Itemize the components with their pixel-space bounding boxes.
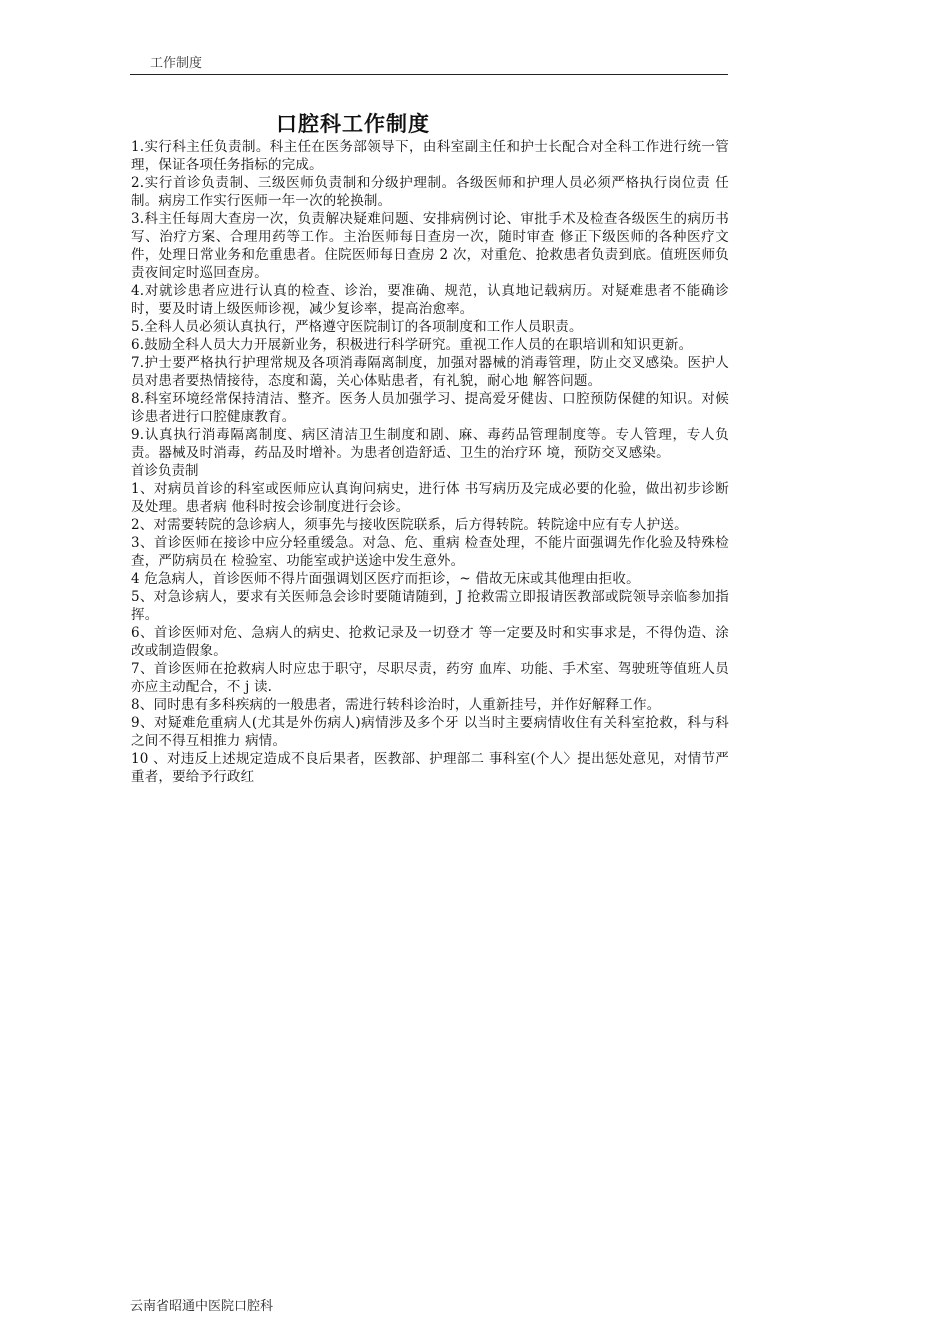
rule-paragraph: 7.护士要严格执行护理常规及各项消毒隔离制度，加强对器械的消毒管理，防止交叉感染。医护人员对患者要热情接待，态度和蔼，关心体贴患者，有礼貌，耐心地 解答问题。 xyxy=(131,355,729,389)
document-body xyxy=(131,138,729,786)
section-item: 1、对病员首诊的科室或医师应认真询问病史，进行体 书写病历及完成必要的化验，做出初步诊断及处理。患者病 他科时按会诊制度进行会诊。 xyxy=(131,481,729,515)
document-title xyxy=(130,110,728,138)
rule-paragraph: 3.科主任每周大查房一次，负责解决疑难问题、安排病例讨论、审批手术及检查各级医生的病历书写、治疗方案、合理用药等工作。主治医师每日查房一次，随时审查 修正下级医师的各种医疗文件，处理日常业务和危重患者。住院医师每日查房 2 次，对重危、抢救患者负责到底。值班医师负责夜间定时巡回查房。 xyxy=(131,211,729,281)
rule-paragraph: 5.全科人员必须认真执行，严格遵守医院制订的各项制度和工作人员职责。 xyxy=(131,319,583,335)
rule-paragraph: 8.科室环境经常保持清洁、整齐。医务人员加强学习、提高爱牙健齿、口腔预防保健的知识。对候诊患者进行口腔健康教育。 xyxy=(131,391,729,425)
section-item: 10 、对违反上述规定造成不良后果者，医教部、护理部二 事科室(个人〉提出惩处意见，对情节严重者，要给予行政红 xyxy=(131,751,729,785)
section-item: 7、首诊医师在抢救病人时应忠于职守，尽职尽责，药穷 血库、功能、手术室、驾驶班等值班人员亦应主动配合，不 j 读. xyxy=(131,661,729,695)
section-item: 3、首诊医师在接诊中应分轻重缓急。对急、危、重病 检查处理，不能片面强调先作化验及特殊检查，严防病员在 检验室、功能室或护送途中发生意外。 xyxy=(131,535,729,569)
section-item: 6、首诊医师对危、急病人的病史、抢救记录及一切登才 等一定要及时和实事求是，不得伪造、涂改或制造假象。 xyxy=(131,625,729,659)
rule-paragraph: 9.认真执行消毒隔离制度、病区清洁卫生制度和剧、麻、毒药品管理制度等。专人管理，专人负责。器械及时消毒，药品及时增补。为患者创造舒适、卫生的治疗环 境，预防交叉感染。 xyxy=(131,427,729,461)
section-item: 4 危急病人，首诊医师不得片面强调划区医疗而拒诊，~ 借故无床或其他理由拒收。 xyxy=(131,571,640,587)
rule-paragraph: 6.鼓励全科人员大力开展新业务，积极进行科学研究。重视工作人员的在职培训和知识更新。 xyxy=(131,337,693,353)
section-item: 9、对疑难危重病人(尤其是外伤病人)病情涉及多个牙 以当时主要病情收住有关科室抢救，科与科之间不得互相推力 病情。 xyxy=(131,715,729,749)
rule-paragraph: 2.实行首诊负责制、三级医师负责制和分级护理制。各级医师和护理人员必须严格执行岗位责 任制。病房工作实行医师一年一次的轮换制。 xyxy=(131,175,729,209)
running-header-title: 工作制度 xyxy=(150,56,203,71)
document-title-text: 口腔科工作制度 xyxy=(276,112,430,136)
rule-paragraph: 1.实行科主任负责制。科主任在医务部领导下，由科室副主任和护士长配合对全科工作进行统一管理，保证各项任务指标的完成。 xyxy=(131,139,729,173)
section-item: 8、同时患有多科疾病的一般患者，需进行转科诊治时，人重新挂号，并作好解释工作。 xyxy=(131,697,661,713)
section-heading: 首诊负责制 xyxy=(131,463,199,479)
section-item: 2、对需要转院的急诊病人，须事先与接收医院联系，后方得转院。转院途中应有专人护送。 xyxy=(131,517,688,533)
section-item: 5、对急诊病人，要求有关医师急会诊时要随请随到，J 抢救需立即报请医教部或院领导亲临参加指挥。 xyxy=(131,589,729,623)
page-header xyxy=(130,56,728,75)
rule-paragraph: 4.对就诊患者应进行认真的检查、诊治，要准确、规范，认真地记载病历。对疑难患者不能确诊时，要及时请上级医师诊视，减少复诊率，提高治愈率。 xyxy=(131,283,729,317)
page-footer: 云南省昭通中医院口腔科 xyxy=(130,1299,274,1314)
